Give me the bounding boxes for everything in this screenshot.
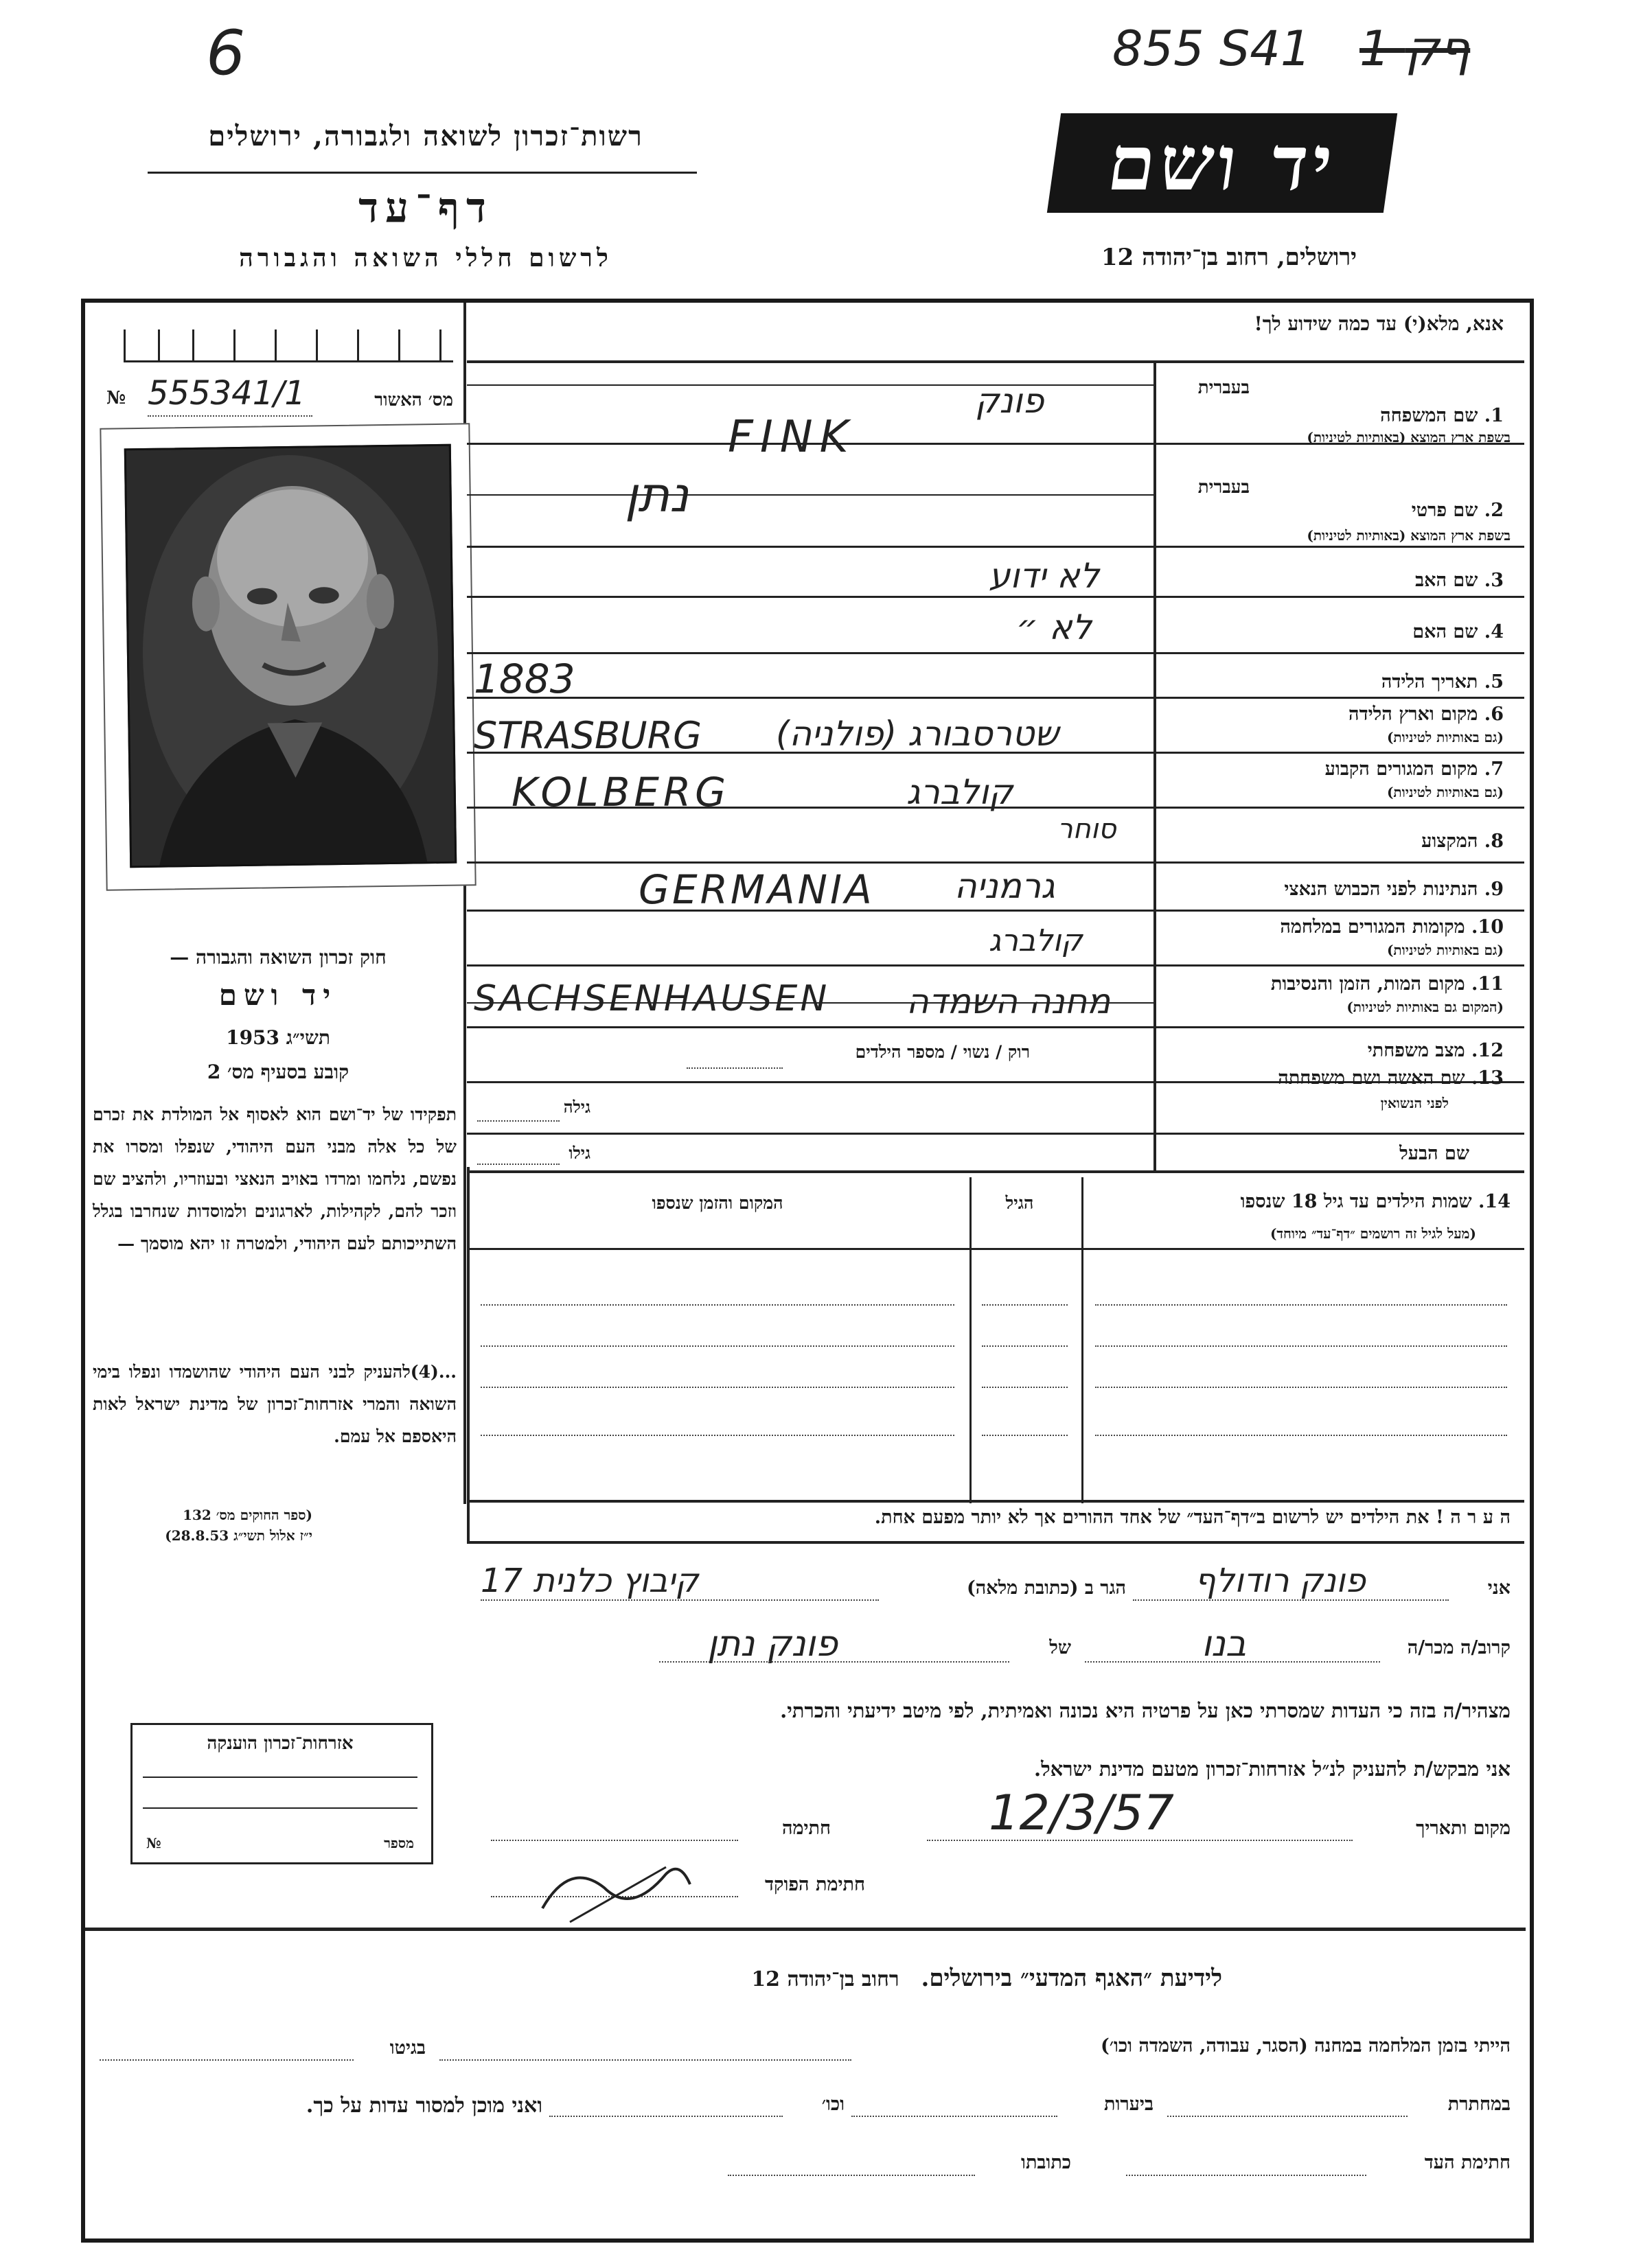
bottom-address-label: כתובתו	[1021, 2152, 1071, 2173]
field11-label-text: מקום המות, הזמן והנסיבות	[1270, 973, 1465, 995]
bottom-line1: הייתי בזמן המלחמה במחנה (הסגר, עבודה, השמדה וכו׳)	[1101, 2035, 1511, 2057]
address: ירושלים, רחוב בן־יהודה 12	[1101, 244, 1357, 271]
field1-num: 1.	[1484, 405, 1504, 426]
field7-num: 7.	[1484, 759, 1504, 780]
bottom-title	[481, 1965, 1222, 1992]
field7-label-text: מקום המגורים הקבוע	[1324, 759, 1478, 780]
field6-num: 6.	[1484, 704, 1504, 725]
law-clause: קובע בסעיף מס׳ 2	[207, 1061, 349, 1083]
bottom-title-text: לידיעת ״האגף המדעי״ בירושלים.	[921, 1965, 1222, 1992]
field2-num: 2.	[1484, 500, 1504, 521]
field9-answer-heb: גרמניה	[954, 866, 1055, 906]
field13-num: 13.	[1471, 1067, 1504, 1089]
approval-label: מס׳ האשור	[374, 390, 453, 410]
field2-label	[1167, 500, 1504, 521]
field4-num: 4.	[1484, 621, 1504, 643]
field6-sub: (גם באותיות לטיניות)	[1386, 729, 1504, 745]
field11-sub: (המקום גם באותיות לטיניות)	[1346, 999, 1504, 1015]
children-label-text: שמות הילדים עד גיל 18 שנספו	[1240, 1191, 1472, 1212]
field13-age2: גילו	[569, 1143, 590, 1163]
bottom-ready: ואני מוכן למסור עדות על כך.	[306, 2094, 542, 2118]
field1-answer-lat: FINK	[728, 412, 856, 463]
field7-answer-lat: KOLBERG	[512, 769, 731, 815]
field2-answer-heb: נתן	[625, 467, 689, 523]
decl-relation: בנו	[1202, 1623, 1247, 1665]
bottom-address: רחוב בן־יהודה 12	[751, 1967, 899, 1991]
note: ה ע ר ה ! את הילדים יש לרשום ב״דף־העד״ של אחד ההורים אך לא יותר מפעם אחת.	[874, 1507, 1511, 1528]
field4-label	[1167, 621, 1504, 643]
field6-answer-heb: שטרסבורג (פולניה)	[776, 714, 1059, 754]
field7-label	[1167, 759, 1504, 780]
authority-name: רשות־זכרון לשואה ולגבורה, ירושלים	[208, 120, 643, 152]
field3-num: 3.	[1484, 570, 1504, 591]
field11-answer-lat: SACHSENHAUSEN	[474, 978, 830, 1019]
bottom-ghetto: בגיטו	[389, 2037, 426, 2059]
field5-label	[1167, 671, 1504, 693]
decl-statement: מצהיר/ה בזה כי העדות שמסרתי כאן על פרטיה היא נכונה ואמיתית, לפי מיטב ידיעתי והכרתי.	[780, 1699, 1511, 1722]
top-reference-crossed: 1 ףק	[1359, 21, 1471, 77]
field3-label-text: שם האב	[1415, 570, 1478, 591]
law-year: תשי״ג 1953	[226, 1026, 330, 1049]
approval-number: 555341/1	[148, 374, 306, 413]
decl-request: אני מבקש/ת להעניק לנ״ל אזרחות־זכרון מטעם מדינת ישראל.	[1034, 1757, 1511, 1781]
decl-date: 12/3/57	[989, 1785, 1174, 1841]
law-ref-2: י״ז אלול תשי״ג 28.8.53)	[165, 1527, 312, 1544]
top-reference: 855 S41	[1112, 21, 1311, 77]
tick-boxes	[124, 323, 453, 364]
field9-num: 9.	[1484, 879, 1504, 900]
field2-heb-tag: בעברית	[1197, 477, 1250, 498]
field8-label	[1167, 831, 1504, 852]
decl-officer: חתימת הפוקד	[765, 1874, 865, 1895]
children-label	[1085, 1191, 1511, 1212]
decl-ani: אני	[1487, 1577, 1511, 1599]
children-num: 14.	[1478, 1191, 1511, 1212]
bottom-underground: במחתרת	[1447, 2094, 1511, 2115]
field8-num: 8.	[1484, 831, 1504, 852]
citizenship-box-title: אזרחות־זכרון הוענקה	[207, 1733, 354, 1754]
field13-label-text: שם האשה ושם משפחתה	[1278, 1067, 1465, 1089]
yad-vashem-logo	[1047, 113, 1397, 213]
decl-of: של	[1049, 1637, 1071, 1658]
field12-num: 12.	[1471, 1040, 1504, 1061]
portrait-photo	[124, 444, 457, 868]
law-text: תפקידו של יד־ושם הוא לאסוף אל המולדת את זכרם של כל אלה מבני העם היהודי, שנפלו ומסרו את נפשם, נלחמו ומרדו באויב הנאצי ובעוזריו, ולהציב שם וזכר להם, לקהילות, לארגונים ולמוסדות שנחרבו בגלל השתייכותם לעם היהודי, ולמטרה זו יהא מוסמך —	[93, 1104, 457, 1253]
field5-label-text: תאריך הלידה	[1381, 671, 1478, 693]
field7-answer-heb: קולברג	[906, 772, 1013, 812]
field9-answer-lat: GERMANIA	[639, 866, 875, 913]
field10-answer: קולברג	[989, 923, 1083, 958]
citizenship-box-number: מספר	[384, 1835, 414, 1851]
field12-label	[1167, 1040, 1504, 1061]
children-sub: (מעל לגיל זה רושמים ״דף־עד״ מיוחד)	[1270, 1225, 1476, 1242]
field1-label	[1167, 405, 1504, 426]
form-subtitle: לרשום חללי השואה והגבורה	[239, 244, 612, 273]
decl-name: פונק רודולף	[1195, 1562, 1366, 1600]
field6-label-text: מקום וארץ הלידה	[1348, 704, 1478, 725]
officer-signature-scribble	[529, 1847, 707, 1929]
decl-relative: קרוב/ה מכר/ה	[1407, 1637, 1511, 1658]
field10-num: 10.	[1471, 916, 1504, 938]
bottom-witness-sig: חתימת העד	[1424, 2152, 1511, 2173]
field13-age: גילה	[563, 1097, 590, 1117]
field1-label-text: שם המשפחה	[1380, 405, 1478, 426]
field13-label	[1167, 1067, 1504, 1089]
field9-label-text: הנתינות לפני הכבוש הנאצי	[1284, 879, 1478, 900]
field12-label-text: מצב משפחתי	[1367, 1040, 1465, 1061]
instruction: אנא, מלא(י) עד כמה שידוע לך!	[1254, 312, 1504, 335]
field4-label-text: שם האם	[1412, 621, 1478, 643]
decl-address: קיבוץ כלנית 17	[481, 1562, 699, 1600]
field8-label-text: המקצוע	[1421, 831, 1478, 852]
field4-answer: לא ״	[1016, 608, 1092, 647]
col-age: הגיל	[1005, 1193, 1034, 1213]
field2-label-text: שם פרטי	[1411, 500, 1478, 521]
law-title: חוק זכרון השואה והגבורה —	[170, 946, 387, 969]
citizenship-box-no: №	[146, 1835, 161, 1851]
approval-no-symbol: №	[106, 388, 126, 408]
decl-place-date: מקום ותאריך	[1416, 1818, 1511, 1839]
field1-sub: בשפת ארץ המוצא (באותיות לטיניות)	[1307, 429, 1511, 445]
decl-of-value: פונק נתן	[707, 1623, 838, 1665]
field3-label	[1167, 570, 1504, 591]
field7-sub: (גם באותיות לטיניות)	[1386, 784, 1504, 800]
field11-label	[1167, 973, 1504, 995]
field10-sub: (גם באותיות לטיניות)	[1386, 942, 1504, 958]
field9-label	[1167, 879, 1504, 900]
form-title: דף־עד	[358, 184, 493, 232]
field11-num: 11.	[1471, 973, 1504, 995]
field3-answer: לא ידוע	[989, 556, 1100, 596]
field5-num: 5.	[1484, 671, 1504, 693]
field2-sub: בשפת ארץ המוצא (באותיות לטיניות)	[1307, 527, 1511, 544]
bottom-forests: ביערות	[1103, 2094, 1153, 2115]
law-text-2: ...(4)להעניק לבני העם היהודי שהושמדו ונפלו בימי השואה והמרי אזרחות־זכרון של מדינת ישראל לאות היאספם אל עמם.	[93, 1362, 457, 1446]
field10-label	[1167, 916, 1504, 938]
field13-sub: לפני הנשואין	[1380, 1095, 1449, 1111]
husband-label: שם הבעל	[1399, 1143, 1469, 1164]
field12-options: רוק / נשוי / מספר הילדים	[855, 1042, 1030, 1062]
field11-answer-heb: מחנה השמדה	[906, 982, 1111, 1021]
col-place: המקום והזמן שנספו	[652, 1193, 783, 1213]
field8-answer: סוחר	[1057, 813, 1116, 845]
field1-heb-tag: בעברית	[1197, 378, 1250, 398]
bottom-etc: וכו׳	[821, 2094, 845, 2115]
citizenship-box	[130, 1723, 433, 1864]
law-ref-1: (ספר החוקים מס׳ 132	[183, 1507, 312, 1523]
top-note-number: 6	[206, 17, 246, 89]
field6-answer-lat: STRASBURG	[474, 714, 702, 757]
logo-text: יד ושם	[1102, 119, 1342, 207]
law-name: יד ושם	[218, 978, 338, 1012]
field6-label	[1167, 704, 1504, 725]
field10-label-text: מקומות המגורים במלחמה	[1280, 916, 1465, 938]
decl-lives-at: הגר ב (כתובת מלאה)	[966, 1577, 1126, 1599]
field5-answer: 1883	[474, 656, 575, 702]
decl-signature: חתימה	[781, 1818, 831, 1839]
field1-answer-heb: פונק	[975, 381, 1044, 421]
